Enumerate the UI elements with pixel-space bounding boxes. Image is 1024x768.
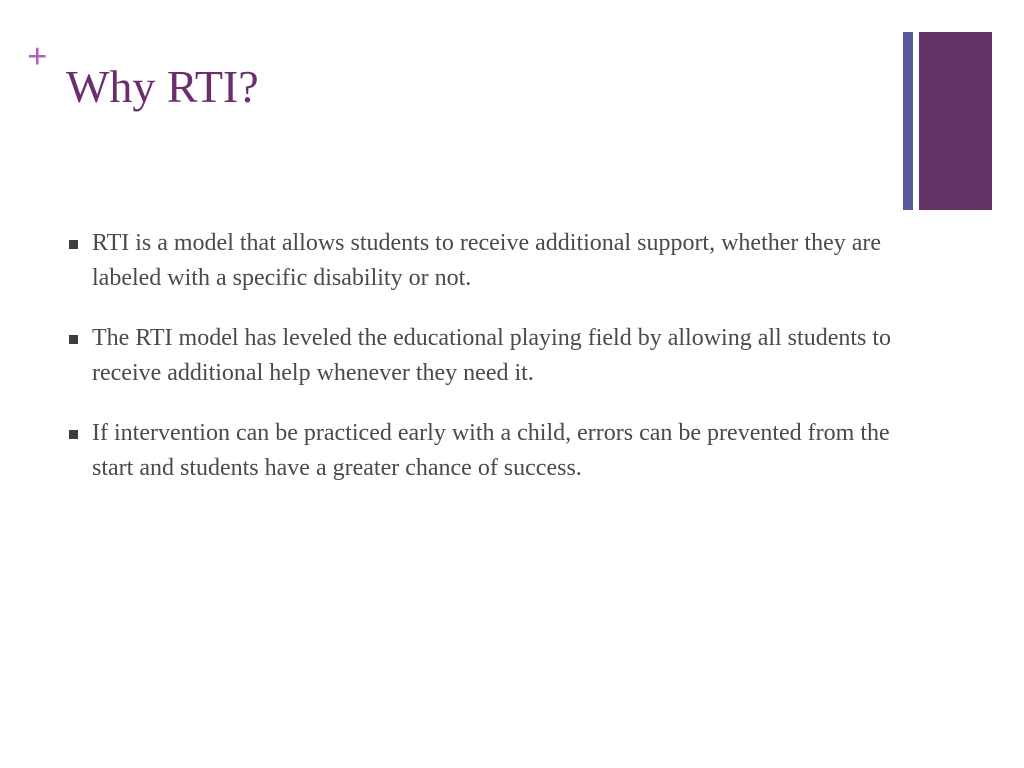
bullet-list <box>66 226 896 511</box>
bullet-text: If intervention can be practiced early with a child, errors can be prevented from the start and students have a greater chance of success. <box>92 420 890 481</box>
slide-title: Why RTI? <box>66 61 259 112</box>
plus-icon: + <box>27 36 48 76</box>
square-bullet-icon <box>69 430 78 439</box>
bullet-text: RTI is a model that allows students to receive additional support, whether they are labeled with a specific disability or not. <box>92 230 882 291</box>
bullet-item <box>66 321 896 390</box>
bullet-item <box>66 416 896 485</box>
square-bullet-icon <box>69 240 78 249</box>
bullet-text: The RTI model has leveled the educational playing field by allowing all students to receive additional help whenever they need it. <box>92 325 892 386</box>
decorative-bar-thin <box>903 32 913 210</box>
decorative-bar-thick <box>919 32 992 210</box>
square-bullet-icon <box>69 335 78 344</box>
bullet-item <box>66 226 896 295</box>
